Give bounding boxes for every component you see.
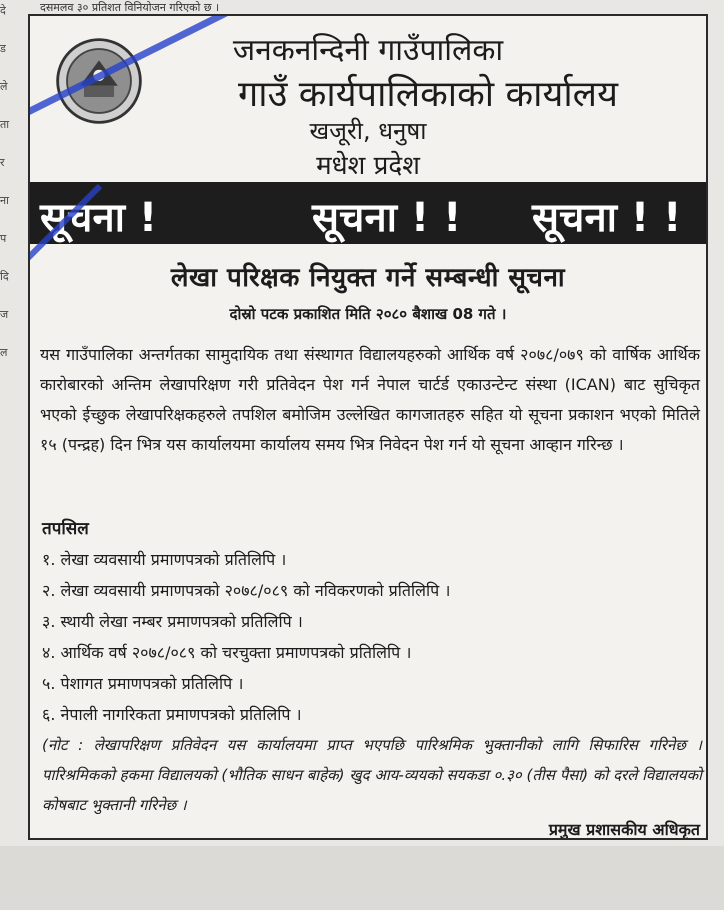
signatory-title: प्रमुख प्रशासकीय अधिकृत xyxy=(548,820,700,839)
office-header xyxy=(30,16,706,180)
notice-banner xyxy=(30,182,706,244)
banner-text-3: सूचना ! ! xyxy=(532,195,682,241)
list-item: ६. नेपाली नागरिकता प्रमाणपत्रको प्रतिलिपि । xyxy=(42,705,302,724)
list-item: ४. आर्थिक वर्ष २०७८/०८९ को चरचुक्ता प्रमाणपत्रको प्रतिलिपि । xyxy=(42,643,412,662)
previous-notice-strip: दसमलव ३० प्रतिशत विनियोजन गरिएको छ । xyxy=(40,1,220,14)
notice-body: यस गाउँपालिका अन्तर्गतका सामुदायिक तथा संस्थागत विद्यालयहरुको आर्थिक वर्ष २०७८/०७९ को वार्षिक आर्थिक कारोबारको अन्तिम लेखापरिक्षण गरी प्रतिवेदन पेश गर्न नेपाल चार्टर्ड एकाउन्टेन्ट संस्था (ICAN) बाट सुचिकृत भएको ईच्छुक लेखापरिक्षकहरुले तपशिल बमोजिम उल्लेखित कागजातहरु सहित यो सूचना प्रकाशन भएको मितिले १५ (पन्द्रह) दिन भित्र यस कार्यालयमा कार्यालय समय भित्र निवेदन पेश गर्न यो सूचना आव्हान गरिन्छ । xyxy=(40,345,700,454)
province-name: मधेश प्रदेश xyxy=(316,151,420,181)
notice-title: लेखा परिक्षक नियुक्त गर्ने सम्बन्धी सूचना xyxy=(170,263,566,293)
list-item: ५. पेशागत प्रमाणपत्रको प्रतिलिपि । xyxy=(42,674,244,693)
adjacent-column-fragment: दे ड ले ता र ना प दि ज ल xyxy=(0,4,10,359)
document-list xyxy=(42,544,702,730)
list-item: २. लेखा व्यवसायी प्रमाणपत्रको २०७८/०८९ को नविकरणको प्रतिलिपि । xyxy=(42,581,451,600)
payment-note: (नोट : लेखापरिक्षण प्रतिवेदन यस कार्यालयमा प्राप्त भएपछि पारिश्रमिक भुक्तानीको लागि सिफारिस गरिनेछ । पारिश्रमिकको हकमा विद्यालयको (भौतिक साधन बाहेक) खुद आय-व्ययको सयकडा ०.३० (तीस पैसा) को दरले विद्यालयको कोषबाट भुक्तानी गरिनेछ । xyxy=(42,736,702,814)
list-item: १. लेखा व्यवसायी प्रमाणपत्रको प्रतिलिपि । xyxy=(42,550,287,569)
publication-date: दोस्रो पटक प्रकाशित मिति २०८० बैशाख 08 गते । xyxy=(229,305,507,323)
banner-text-1: सूचना ! xyxy=(40,195,158,241)
banner-text-2: सूचना ! ! xyxy=(312,195,462,241)
municipality-name: जनकनन्दिनी गाउँपालिका xyxy=(232,33,504,68)
list-heading: तपसिल xyxy=(42,519,89,539)
notice-box xyxy=(28,14,708,840)
list-item: ३. स्थायी लेखा नम्बर प्रमाणपत्रको प्रतिलिपि । xyxy=(42,612,303,631)
page-bottom xyxy=(0,846,724,910)
office-address: खजूरी, धनुषा xyxy=(309,117,427,145)
office-name: गाउँ कार्यपालिकाको कार्यालय xyxy=(238,74,618,115)
